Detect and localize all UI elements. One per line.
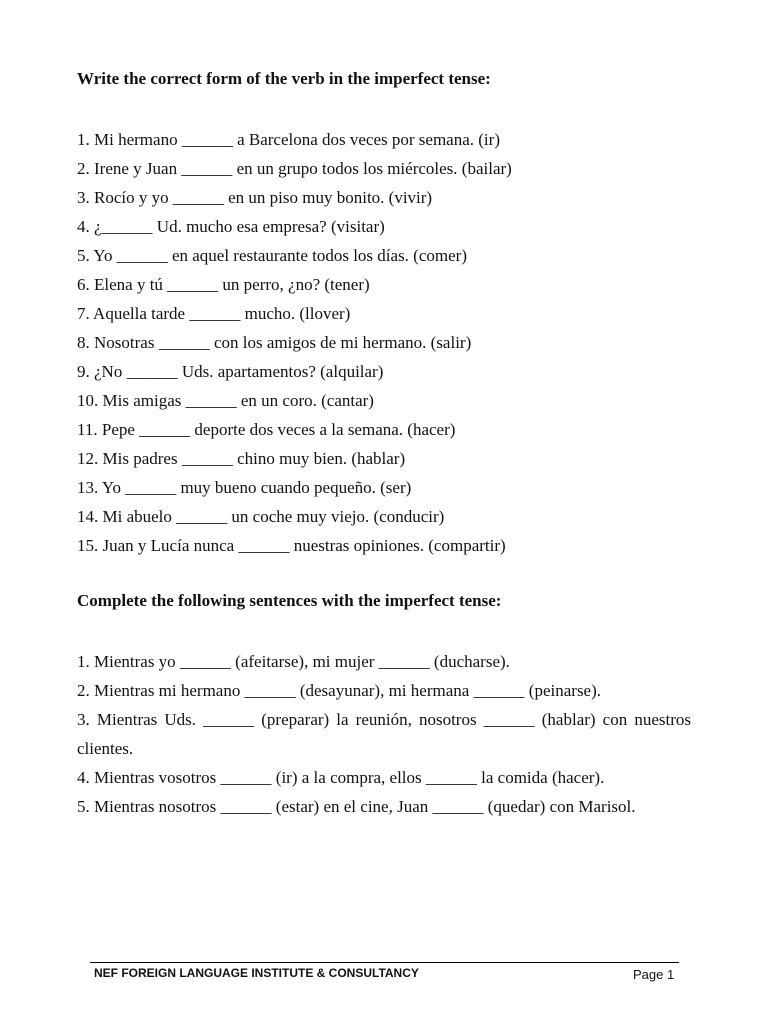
exercise-item: 4. ¿______ Ud. mucho esa empresa? (visitar) bbox=[77, 217, 385, 236]
exercise-item: 14. Mi abuelo ______ un coche muy viejo. (conducir) bbox=[77, 507, 445, 526]
exercise-item: 7. Aquella tarde ______ mucho. (llover) bbox=[77, 304, 351, 323]
exercise-item: 3. Mientras Uds. ______ (preparar) la reunión, nosotros ______ (hablar) con nuestros clientes. bbox=[77, 710, 691, 758]
section2-exercise-list bbox=[77, 647, 691, 821]
section1-heading: Write the correct form of the verb in the imperfect tense: bbox=[77, 69, 491, 88]
exercise-item: 2. Irene y Juan ______ en un grupo todos los miércoles. (bailar) bbox=[77, 159, 512, 178]
exercise-item: 1. Mientras yo ______ (afeitarse), mi mujer ______ (ducharse). bbox=[77, 652, 510, 671]
exercise-item: 5. Yo ______ en aquel restaurante todos los días. (comer) bbox=[77, 246, 467, 265]
exercise-item: 11. Pepe ______ deporte dos veces a la semana. (hacer) bbox=[77, 420, 456, 439]
footer-page-number: Page 1 bbox=[633, 967, 675, 982]
exercise-item: 8. Nosotras ______ con los amigos de mi hermano. (salir) bbox=[77, 333, 472, 352]
exercise-item: 13. Yo ______ muy bueno cuando pequeño. (ser) bbox=[77, 478, 412, 497]
exercise-item: 3. Rocío y yo ______ en un piso muy bonito. (vivir) bbox=[77, 188, 433, 207]
section1-exercise-list bbox=[77, 125, 512, 560]
exercise-item: 10. Mis amigas ______ en un coro. (cantar) bbox=[77, 391, 374, 410]
exercise-item: 5. Mientras nosotros ______ (estar) en el cine, Juan ______ (quedar) con Marisol. bbox=[77, 797, 636, 816]
exercise-item: 6. Elena y tú ______ un perro, ¿no? (tener) bbox=[77, 275, 370, 294]
exercise-item: 2. Mientras mi hermano ______ (desayunar), mi hermana ______ (peinarse). bbox=[77, 681, 602, 700]
exercise-item: 12. Mis padres ______ chino muy bien. (hablar) bbox=[77, 449, 406, 468]
exercise-item: 1. Mi hermano ______ a Barcelona dos veces por semana. (ir) bbox=[77, 130, 500, 149]
footer-institute: NEF FOREIGN LANGUAGE INSTITUTE & CONSULTANCY bbox=[94, 966, 419, 980]
section2-heading: Complete the following sentences with the imperfect tense: bbox=[77, 591, 502, 610]
exercise-item: 4. Mientras vosotros ______ (ir) a la compra, ellos ______ la comida (hacer). bbox=[77, 768, 605, 787]
exercise-item: 9. ¿No ______ Uds. apartamentos? (alquilar) bbox=[77, 362, 384, 381]
exercise-item: 15. Juan y Lucía nunca ______ nuestras opiniones. (compartir) bbox=[77, 536, 506, 555]
footer-divider bbox=[90, 962, 679, 963]
